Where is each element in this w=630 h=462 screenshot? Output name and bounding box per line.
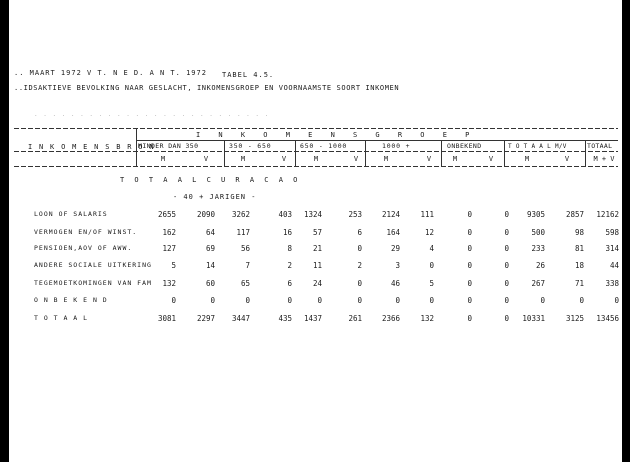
row-label: PENSIOEN,AOV OF AWW.: [34, 244, 133, 252]
table-cell: 0: [504, 244, 509, 253]
table-cell: 16: [282, 228, 292, 237]
table-cell: 0: [429, 296, 434, 305]
group-label-0: MINDER DAN 350: [138, 142, 199, 150]
scan-edge-right: [622, 0, 630, 462]
table-cell: 7: [245, 261, 250, 270]
table-cell: 46: [390, 279, 400, 288]
table-cell: 13456: [596, 314, 619, 323]
scan-edge-left: [0, 0, 9, 462]
table-cell: 314: [605, 244, 619, 253]
table-cell: 2297: [196, 314, 215, 323]
table-cell: 0: [245, 296, 250, 305]
table-cell: 5: [171, 261, 176, 270]
table-cell: 98: [574, 228, 584, 237]
table-cell: 0: [429, 261, 434, 270]
table-title: ..IDSAKTIEVE BEVOLKING NAAR GESLACHT, INKOMENSGROEP EN VOORNAAMSTE SOORT INKOMEN: [14, 84, 400, 92]
sex-label: V: [564, 155, 570, 163]
sex-label: M + V: [593, 155, 615, 163]
table-cell: 10331: [522, 314, 545, 323]
section-title: T O T A A L C U R A C A O: [120, 176, 301, 184]
table-cell: 4: [429, 244, 434, 253]
table-cell: 64: [205, 228, 215, 237]
sex-label: M: [383, 155, 389, 163]
table-cell: 8: [287, 244, 292, 253]
table-cell: 0: [504, 228, 509, 237]
table-cell: 69: [205, 244, 215, 253]
group-label-4: ONBEKEND: [447, 142, 482, 150]
age-title: - 40 + JARIGEN -: [173, 193, 257, 201]
table-cell: 0: [467, 228, 472, 237]
table-cell: 2366: [381, 314, 400, 323]
table-cell: 2124: [381, 210, 400, 219]
group-label-5: T O T A A L M/V: [508, 143, 567, 150]
table-cell: 0: [467, 261, 472, 270]
table-cell: 127: [162, 244, 176, 253]
table-cell: 65: [240, 279, 250, 288]
sex-label: V: [488, 155, 494, 163]
table-cell: 71: [574, 279, 584, 288]
table-cell: 500: [531, 228, 545, 237]
table-number: TABEL 4.5.: [222, 71, 275, 79]
sex-label: M: [452, 155, 458, 163]
group-rule: [136, 140, 618, 141]
table-cell: 6: [287, 279, 292, 288]
row-label: O N B E K E N D: [34, 296, 108, 304]
table-cell: 2: [357, 261, 362, 270]
table-cell: 3: [395, 261, 400, 270]
table-rule-top: [14, 128, 618, 129]
row-header-label: I N K O M E N S B R O N: [28, 143, 155, 151]
row-label: TEGEMOETKOMINGEN VAN FAM: [34, 279, 152, 287]
table-cell: 3081: [157, 314, 176, 323]
table-cell: 0: [504, 296, 509, 305]
table-cell: 0: [210, 296, 215, 305]
table-cell: 117: [236, 228, 250, 237]
table-cell: 0: [357, 244, 362, 253]
table-cell: 2090: [196, 210, 215, 219]
table-cell: 57: [312, 228, 322, 237]
table-cell: 2: [287, 261, 292, 270]
table-cell: 162: [162, 228, 176, 237]
table-cell: 0: [395, 296, 400, 305]
table-cell: 0: [504, 314, 509, 323]
group-header-label: I N K O M E N S G R O E P: [196, 131, 477, 139]
table-cell: 0: [467, 244, 472, 253]
table-cell: 132: [420, 314, 434, 323]
table-cell: 1324: [303, 210, 322, 219]
table-cell: 0: [467, 210, 472, 219]
sex-label: M: [524, 155, 530, 163]
table-cell: 0: [579, 296, 584, 305]
vline-1: [224, 140, 225, 166]
table-cell: 0: [504, 210, 509, 219]
vline-2: [295, 140, 296, 166]
table-cell: 233: [531, 244, 545, 253]
table-cell: 12162: [596, 210, 619, 219]
table-cell: 44: [609, 261, 619, 270]
table-cell: 9305: [526, 210, 545, 219]
table-cell: 14: [205, 261, 215, 270]
table-cell: 12: [424, 228, 434, 237]
table-cell: 56: [240, 244, 250, 253]
table-cell: 5: [429, 279, 434, 288]
table-cell: 598: [605, 228, 619, 237]
group-label-1: 350 - 650: [229, 142, 272, 150]
table-cell: 0: [504, 261, 509, 270]
row-label: LOON OF SALARIS: [34, 210, 108, 218]
table-cell: 0: [287, 296, 292, 305]
vline-5: [504, 140, 505, 166]
sex-label: M: [160, 155, 166, 163]
row-label: T O T A A L: [34, 314, 89, 322]
table-cell: 0: [171, 296, 176, 305]
table-cell: 403: [278, 210, 292, 219]
table-cell: 0: [467, 314, 472, 323]
group-label-6: TOTAAL: [587, 142, 613, 150]
sex-label: V: [281, 155, 287, 163]
group-label-3: 1000 +: [382, 142, 411, 150]
row-label: ANDERE SOCIALE UITKERING: [34, 261, 152, 269]
table-cell: 338: [605, 279, 619, 288]
table-cell: 81: [574, 244, 584, 253]
vline-6: [585, 140, 586, 166]
table-cell: 0: [317, 296, 322, 305]
table-cell: 0: [467, 279, 472, 288]
table-cell: 3262: [231, 210, 250, 219]
table-cell: 2655: [157, 210, 176, 219]
sex-label: V: [203, 155, 209, 163]
group-label-2: 650 - 1000: [300, 142, 348, 150]
table-cell: 0: [467, 296, 472, 305]
vline-4: [441, 140, 442, 166]
row-label: VERMOGEN EN/OF WINST.: [34, 228, 138, 236]
table-cell: 0: [504, 279, 509, 288]
table-cell: 26: [535, 261, 545, 270]
table-cell: 0: [357, 296, 362, 305]
bleed-through-text: . . . . . . . . . . . . . . . . . . . . . . . . . .: [34, 111, 270, 118]
header-line-1: .. MAART 1972 V T. N E D. A N T. 1972: [14, 69, 207, 77]
table-cell: 3447: [231, 314, 250, 323]
table-cell: 6: [357, 228, 362, 237]
table-cell: 2857: [565, 210, 584, 219]
table-cell: 3125: [565, 314, 584, 323]
table-cell: 24: [312, 279, 322, 288]
table-cell: 0: [357, 279, 362, 288]
table-cell: 18: [574, 261, 584, 270]
sex-label: V: [426, 155, 432, 163]
sex-label: V: [353, 155, 359, 163]
table-cell: 261: [348, 314, 362, 323]
table-cell: 435: [278, 314, 292, 323]
table-cell: 60: [205, 279, 215, 288]
sex-label: M: [313, 155, 319, 163]
sex-label: M: [240, 155, 246, 163]
table-cell: 111: [420, 210, 434, 219]
table-cell: 11: [312, 261, 322, 270]
table-cell: 0: [540, 296, 545, 305]
table-cell: 164: [386, 228, 400, 237]
table-cell: 253: [348, 210, 362, 219]
table-cell: 1437: [303, 314, 322, 323]
rule-subhead-bottom: [14, 166, 618, 167]
table-cell: 29: [390, 244, 400, 253]
table-cell: 0: [614, 296, 619, 305]
table-cell: 132: [162, 279, 176, 288]
table-cell: 267: [531, 279, 545, 288]
table-cell: 21: [312, 244, 322, 253]
